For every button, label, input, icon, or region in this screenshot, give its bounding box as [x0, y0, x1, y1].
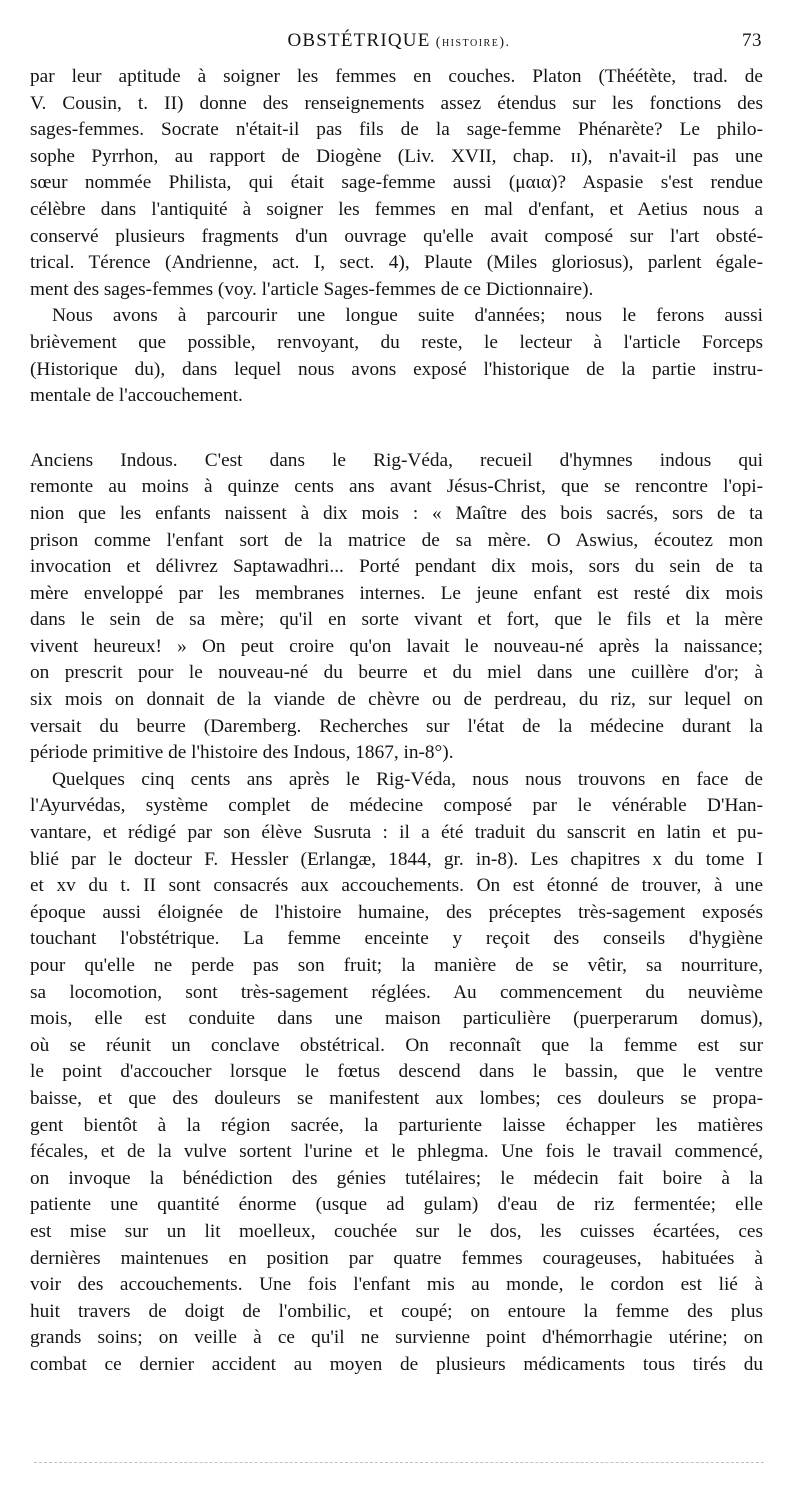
- running-title: [30, 30, 768, 52]
- text-line: période primitive de l'histoire des Indous, 1867, in-8°).: [30, 742, 454, 764]
- text-line: touchant l'obstétrique. La femme enceinte y reçoit des conseils d'hygiène: [30, 928, 763, 950]
- text-line: remonte au moins à quinze cents ans avant Jésus-Christ, que se rencontre l'opi-: [30, 476, 763, 498]
- text-line: patiente une quantité énorme (usque ad gulam) d'eau de riz fermentée; elle: [30, 1194, 763, 1216]
- text-line: mentale de l'accouchement.: [30, 385, 243, 407]
- text-line: voir des accouchements. Une fois l'enfant mis au monde, le cordon est lié à: [30, 1274, 763, 1296]
- text-line: et xv du t. II sont consacrés aux accouchements. On est étonné de trouver, à une: [30, 875, 763, 897]
- text-line: sa locomotion, sont très-sagement réglées. Au commencement du neuvième: [30, 981, 763, 1003]
- text-line: prison comme l'enfant sort de la matrice de sa mère. O Aswius, écoutez mon: [30, 529, 763, 551]
- running-header: [30, 30, 768, 58]
- section-spacer: [30, 410, 763, 448]
- text-line: fécales, et de la vulve sortent l'urine et le phlegma. Une fois le travail commencé,: [30, 1141, 763, 1163]
- text-line: le point d'accoucher lorsque le fœtus descend dans le bassin, que le ventre: [30, 1061, 763, 1083]
- text-line: mère enveloppé par les membranes internes. Le jeune enfant est resté dix mois: [30, 582, 763, 604]
- page-number: 73: [742, 30, 762, 51]
- text-line: époque aussi éloignée de l'histoire humaine, des préceptes très-sagement exposés: [30, 901, 763, 923]
- text-line: vantare, et rédigé par son élève Susruta : il a été traduit du sanscrit en latin et pu-: [30, 822, 763, 844]
- text-line: brièvement que possible, renvoyant, du reste, le lecteur à l'article Forceps: [30, 331, 763, 353]
- text-line: ment des sages-femmes (voy. l'article Sages-femmes de ce Dictionnaire).: [30, 278, 594, 300]
- running-title-section: (histoire).: [435, 35, 511, 50]
- paragraph-platon: [30, 64, 763, 303]
- text-line: on prescrit pour le nouveau-né du beurre et du miel dans une cuillère d'or; à: [30, 662, 763, 684]
- text-line: l'Ayurvédas, système complet de médecine composé par le vénérable D'Han-: [30, 795, 763, 817]
- text-line: dans le sein de sa mère; qu'il en sorte vivant et fort, que le fils et la mère: [30, 609, 763, 631]
- text-line: nion que les enfants naissent à dix mois : « Maître des bois sacrés, sors de ta: [30, 502, 763, 524]
- text-line: célèbre dans l'antiquité à soigner les femmes en mal d'enfant, et Aetius nous a: [30, 198, 763, 220]
- text-line: six mois on donnait de la viande de chèvre ou de perdreau, du riz, sur lequel on: [30, 689, 763, 711]
- paragraph-ayurvedas: [30, 767, 763, 1379]
- text-line: où se réunit un conclave obstétrical. On reconnaît que la femme est sur: [30, 1034, 763, 1056]
- text-line: invocation et délivrez Saptawadhri... Porté pendant dix mois, sors du sein de ta: [30, 556, 763, 578]
- text-line: on invoque la bénédiction des génies tutélaires; le médecin fait boire à la: [30, 1167, 763, 1189]
- text-line: pour qu'elle ne perde pas son fruit; la manière de se vêtir, sa nourriture,: [30, 955, 763, 976]
- text-line: mois, elle est conduite dans une maison particulière (puerperarum domus),: [30, 1008, 763, 1030]
- text-line: sophe Pyrrhon, au rapport de Diogène (Liv. XVII, chap. ɪɪ), n'avait-il pas une: [30, 145, 763, 167]
- text-line: (Historique du), dans lequel nous avons exposé l'historique de la partie instru-: [30, 358, 763, 380]
- text-line: grands soins; on veille à ce qu'il ne survienne point d'hémorrhagie utérine; on: [30, 1327, 763, 1349]
- text-line: Nous avons à parcourir une longue suite d'années; nous le ferons aussi: [52, 305, 763, 327]
- text-line: sœur nommée Philista, qui était sage-femme aussi (μαια)? Aspasie s'est rendue: [30, 172, 763, 194]
- text-line: trical. Térence (Andrienne, act. I, sect. 4), Plaute (Miles gloriosus), parlent égale-: [30, 252, 763, 274]
- text-line: Quelques cinq cents ans après le Rig-Véda, nous nous trouvons en face de: [52, 768, 763, 790]
- text-line: est mise sur un lit moelleux, couchée sur le dos, les cuisses écartées, ces: [30, 1220, 763, 1242]
- text-line: huit travers de doigt de l'ombilic, et coupé; on entoure la femme des plus: [30, 1300, 763, 1322]
- bottom-bleed-through: [34, 1462, 764, 1463]
- text-line: conservé plusieurs fragments d'un ouvrage qu'elle avait composé sur l'art obsté-: [30, 225, 763, 247]
- text-line: vivent heureux! » On peut croire qu'on lavait le nouveau-né après la naissance;: [30, 635, 763, 657]
- text-line: gent bientôt à la région sacrée, la parturiente laisse échapper les matières: [30, 1114, 763, 1136]
- text-line: dernières maintenues en position par quatre femmes courageuses, habituées à: [30, 1247, 763, 1269]
- paragraph-parcourir: [30, 303, 763, 409]
- text-line: blié par le docteur F. Hessler (Erlangæ, 1844, gr. in-8). Les chapitres x du tome I: [30, 848, 763, 870]
- text-line: baisse, et que des douleurs se manifestent aux lombes; ces douleurs se propa-: [30, 1087, 763, 1109]
- text-line: versait du beurre (Daremberg. Recherches sur l'état de la médecine durant la: [30, 715, 763, 737]
- text-line: combat ce dernier accident au moyen de plusieurs médicaments tous tirés du: [30, 1353, 763, 1375]
- text-line: sages-femmes. Socrate n'était-il pas fils de la sage-femme Phénarète? Le philo-: [30, 119, 763, 141]
- text-line: par leur aptitude à soigner les femmes en couches. Platon (Théétète, trad. de: [30, 66, 763, 87]
- text-line: Anciens Indous. C'est dans le Rig-Véda, recueil d'hymnes indous qui: [30, 449, 763, 471]
- text-line: V. Cousin, t. II) donne des renseignements assez étendus sur les fonctions des: [30, 92, 763, 114]
- body-text: [30, 64, 763, 1379]
- paragraph-anciens-indous: [30, 448, 763, 767]
- running-title-main: OBSTÉTRIQUE: [287, 30, 431, 51]
